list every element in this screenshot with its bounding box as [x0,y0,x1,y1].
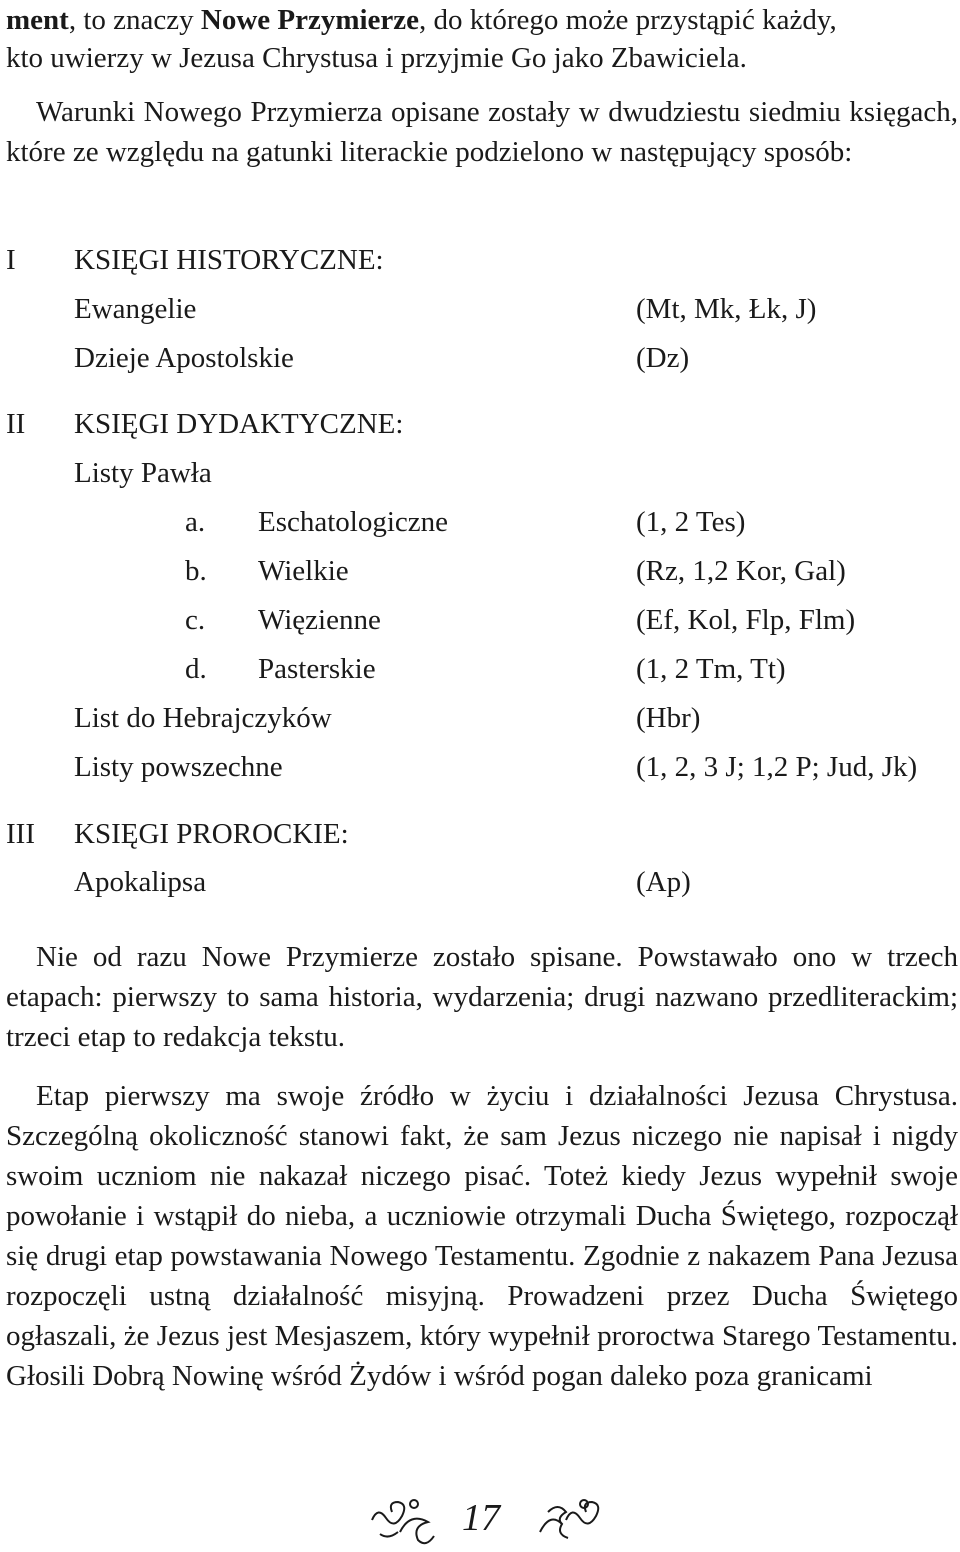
book-abbr: (Ap) [636,866,691,898]
book-name: Apokalipsa [74,866,207,898]
book-name: Ewangelie [74,293,197,325]
intro-bold-start: ment [6,4,69,36]
intro-mid: , to znaczy [68,4,201,36]
paragraph-4: Etap pierwszy ma swoje źródło w życiu i działalności Jezusa Chrystusa. Szczególną okoliczność stanowi fakt, że sam Jezus niczego nie napisał i nigdy swoim uczniom nie nakazał niczego pisać. Toteż kiedy Jezus wypełnił swoje powołanie i wstąpił do nieba, a uczniowie otrzymali Ducha Świętego, rozpoczął się drugi etap powstawania Nowego Testamentu. Zgodnie z nakazem Pana Jezusa rozpoczęli ustną działalność misyjną. Prowadzeni przez Ducha Świętego ogłaszali, że Jezus jest Mesjaszem, który wypełnił proroctwa Starego Testamentu. Głosili Dobrą Nowinę wśród Żydów i wśród pogan daleko poza granicami [6,1080,958,1392]
book-abbr: (1, 2 Tm, Tt) [636,653,786,685]
book-abbr: (Hbr) [636,702,701,734]
book-abbr: (Rz, 1,2 Kor, Gal) [636,555,846,587]
paragraph-3: Nie od razu Nowe Przymierze zostało spisane. Powstawało ono w trzech etapach: pierwszy to sama historia, wydarzenia; drugi nazwano przedliterackim; trzeci etap to redakcja tekstu. [6,941,958,1053]
book-name: Więzienne [258,604,381,636]
list-letter: b. [185,555,207,587]
page-number: 17 [462,1497,500,1539]
book-name: List do Hebrajczyków [74,702,332,734]
list-letter: c. [185,604,206,636]
right-flourish-icon [540,1500,598,1538]
section-numeral: III [6,818,35,850]
section-heading: KSIĘGI DYDAKTYCZNE: [74,408,404,440]
intro-end: , do którego może przystąpić każdy, [419,4,837,36]
book-name: Eschatologiczne [258,506,449,538]
paragraph-2: Warunki Nowego Przymierza opisane zostały w dwudziestu siedmiu księgach, które ze względu na gatunki literackie podzielono w następujący sposób: [6,96,958,168]
book-abbr: (Mt, Mk, Łk, J) [636,293,817,325]
intro-line-1 [6,0,837,40]
book-abbr: (Ef, Kol, Flp, Flm) [636,604,856,636]
book-abbr: (1, 2 Tes) [636,506,746,538]
list-letter: d. [185,653,207,685]
subsection-heading: Listy Pawła [74,457,212,489]
book-name: Listy powszechne [74,751,283,783]
left-flourish-icon [372,1500,434,1543]
book-abbr: (1, 2, 3 J; 1,2 P; Jud, Jk) [636,751,918,783]
intro-bold-term: Nowe Przymierze [200,4,420,36]
book-name: Wielkie [258,555,349,587]
book-name: Dzieje Apostolskie [74,342,294,374]
section-heading: KSIĘGI HISTORYCZNE: [74,244,384,276]
section-numeral: II [6,408,26,440]
book-name: Pasterskie [258,653,376,685]
section-numeral: I [6,244,16,276]
intro-line-2: kto uwierzy w Jezusa Chrystusa i przyjmie Go jako Zbawiciela. [6,42,747,74]
list-letter: a. [185,506,206,538]
book-abbr: (Dz) [636,342,690,374]
section-heading: KSIĘGI PROROCKIE: [74,818,349,850]
